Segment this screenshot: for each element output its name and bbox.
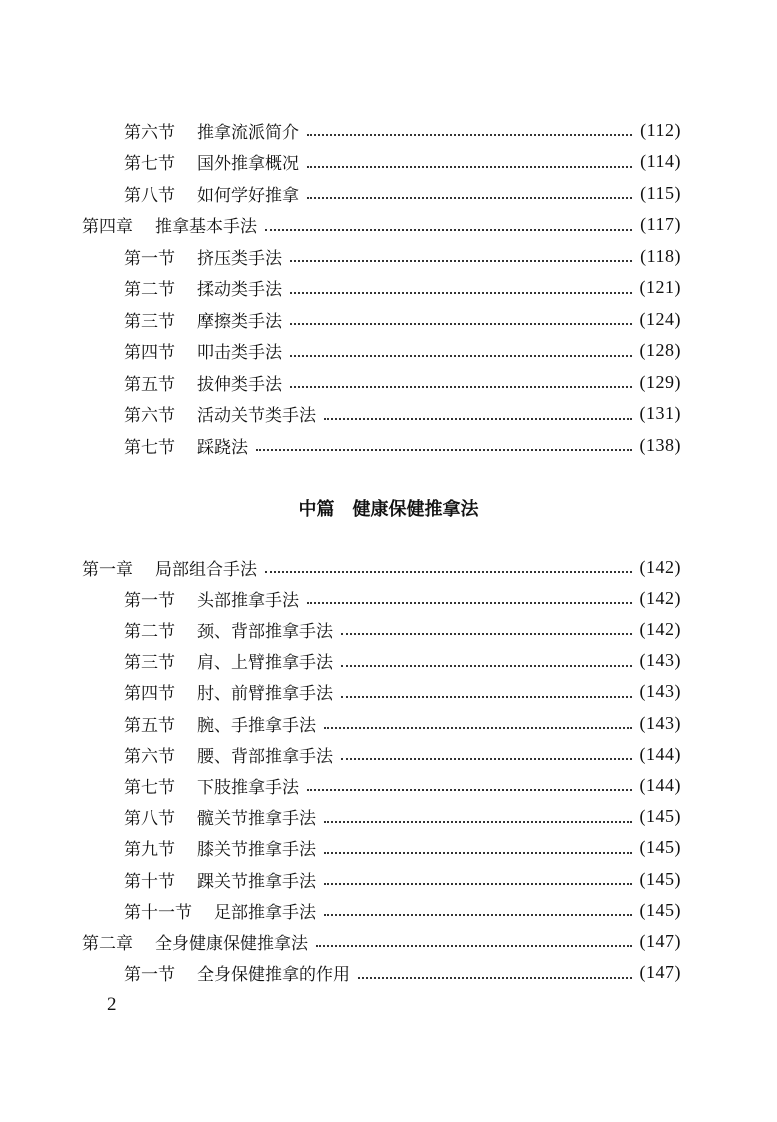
dot-leader (290, 260, 632, 262)
entry-title: 颈、背部推拿手法 (197, 621, 333, 642)
dot-leader (341, 633, 632, 635)
entry-page: (142) (639, 618, 681, 639)
entry-page: (131) (639, 403, 681, 423)
toc-section-entry[interactable] (124, 739, 681, 769)
toc-section-entry[interactable] (124, 895, 681, 925)
entry-page: (145) (639, 806, 681, 827)
toc-section-entry[interactable] (124, 241, 681, 271)
entry-page: (114) (640, 151, 681, 171)
entry-title: 腕、手推拿手法 (197, 715, 316, 736)
toc-section-entry[interactable] (124, 833, 681, 863)
entry-page: (142) (639, 587, 681, 608)
entry-page: (145) (639, 868, 681, 889)
entry-page: (144) (639, 743, 681, 764)
dot-leader (324, 821, 632, 823)
entry-title: 挤压类手法 (197, 248, 282, 269)
entry-title: 推拿基本手法 (155, 217, 257, 237)
entry-page: (144) (639, 774, 681, 795)
entry-number: 第八节 (124, 185, 175, 206)
dot-leader (324, 727, 632, 729)
dot-leader (341, 665, 632, 667)
entry-title: 踝关节推拿手法 (197, 871, 316, 892)
entry-number: 第一节 (124, 248, 175, 269)
toc-section-entry[interactable] (124, 802, 681, 832)
dot-leader (324, 914, 632, 916)
entry-number: 第七节 (124, 777, 175, 798)
dot-leader (307, 789, 632, 791)
entry-page: (121) (639, 277, 681, 297)
entry-title: 拔伸类手法 (197, 374, 282, 395)
entry-title: 叩击类手法 (197, 343, 282, 363)
entry-title: 摩擦类手法 (197, 311, 282, 332)
entry-page: (118) (640, 245, 681, 266)
entry-number: 第三节 (124, 653, 175, 674)
toc-section-entry[interactable] (124, 677, 681, 707)
entry-number: 第二节 (124, 621, 175, 642)
dot-leader (324, 418, 632, 420)
toc-chapter-entry[interactable] (82, 210, 681, 240)
toc-section-entry[interactable] (124, 708, 681, 738)
entry-page: (115) (640, 182, 681, 203)
toc-section-entry[interactable] (124, 304, 681, 334)
entry-page: (129) (639, 371, 681, 392)
dot-leader (307, 134, 632, 136)
entry-page: (142) (639, 556, 681, 577)
entry-page: (138) (639, 434, 681, 455)
entry-page: (145) (639, 837, 681, 858)
toc-section-entry[interactable] (124, 367, 681, 397)
toc-section-entry[interactable] (124, 583, 681, 613)
entry-title: 局部组合手法 (155, 559, 257, 580)
dot-leader (307, 197, 632, 199)
entry-number: 第二章 (82, 933, 133, 954)
dot-leader (324, 852, 632, 854)
entry-number: 第九节 (124, 840, 175, 861)
toc-section-entry[interactable] (124, 115, 681, 145)
entry-title: 下肢推拿手法 (197, 777, 299, 798)
entry-number: 第四章 (82, 217, 133, 237)
entry-title: 揉动类手法 (197, 280, 282, 300)
entry-number: 第十节 (124, 871, 175, 892)
toc-section-entry[interactable] (124, 178, 681, 208)
entry-title: 全身保健推拿的作用 (197, 965, 350, 986)
entry-page: (143) (639, 681, 681, 702)
dot-leader (290, 323, 632, 325)
entry-number: 第四节 (124, 343, 175, 363)
entry-title: 膝关节推拿手法 (197, 840, 316, 861)
entry-title: 髋关节推拿手法 (197, 809, 316, 830)
dot-leader (290, 292, 632, 294)
entry-page: (143) (639, 650, 681, 671)
toc-section-entry[interactable] (124, 399, 681, 429)
entry-number: 第六节 (124, 746, 175, 767)
dot-leader (358, 977, 632, 979)
entry-title: 如何学好推拿 (197, 185, 299, 206)
toc-section-entry[interactable] (124, 614, 681, 644)
toc-section-entry[interactable] (124, 958, 681, 988)
toc-section-entry[interactable] (124, 336, 681, 366)
toc-section-entry[interactable] (124, 147, 681, 177)
entry-title: 头部推拿手法 (197, 590, 299, 611)
entry-title: 活动关节类手法 (197, 406, 316, 426)
part-heading: 中篇 健康保健推拿法 (298, 499, 479, 520)
dot-leader (290, 386, 632, 388)
entry-number: 第八节 (124, 809, 175, 830)
toc-section-entry[interactable] (124, 273, 681, 303)
toc-chapter-entry[interactable] (82, 552, 681, 582)
entry-number: 第六节 (124, 122, 175, 143)
entry-number: 第四节 (124, 684, 175, 705)
entry-number: 第三节 (124, 311, 175, 332)
entry-number: 第七节 (124, 437, 175, 458)
dot-leader (324, 883, 632, 885)
entry-title: 肩、上臂推拿手法 (197, 653, 333, 674)
entry-page: (143) (639, 712, 681, 733)
entry-title: 腰、背部推拿手法 (197, 746, 333, 767)
page-number: 2 (107, 994, 117, 1015)
toc-section-entry[interactable] (124, 770, 681, 800)
entry-page: (124) (639, 308, 681, 329)
entry-number: 第五节 (124, 374, 175, 395)
entry-number: 第六节 (124, 406, 175, 426)
dot-leader (265, 229, 632, 231)
dot-leader (341, 696, 632, 698)
dot-leader (256, 449, 632, 451)
entry-title: 推拿流派简介 (197, 122, 299, 143)
toc-section-entry[interactable] (124, 646, 681, 676)
entry-title: 国外推拿概况 (197, 154, 299, 174)
entry-page: (128) (639, 340, 681, 360)
toc-chapter-entry[interactable] (82, 926, 681, 956)
entry-number: 第十一节 (124, 902, 192, 923)
entry-page: (145) (639, 899, 681, 920)
entry-title: 踩跷法 (197, 437, 248, 458)
entry-number: 第五节 (124, 715, 175, 736)
toc-section-entry[interactable] (124, 430, 681, 460)
entry-number: 第一章 (82, 559, 133, 580)
entry-number: 第一节 (124, 965, 175, 986)
entry-page: (147) (639, 962, 681, 983)
entry-number: 第一节 (124, 590, 175, 611)
entry-number: 第七节 (124, 154, 175, 174)
entry-title: 全身健康保健推拿法 (155, 933, 308, 954)
entry-number: 第二节 (124, 280, 175, 300)
entry-title: 肘、前臂推拿手法 (197, 684, 333, 705)
toc-section-entry[interactable] (124, 864, 681, 894)
dot-leader (341, 758, 632, 760)
entry-title: 足部推拿手法 (214, 902, 316, 923)
dot-leader (290, 355, 632, 357)
dot-leader (316, 945, 632, 947)
dot-leader (307, 602, 632, 604)
entry-page: (147) (639, 930, 681, 951)
dot-leader (307, 166, 632, 168)
entry-page: (112) (640, 119, 681, 140)
dot-leader (265, 571, 632, 573)
entry-page: (117) (640, 214, 681, 234)
